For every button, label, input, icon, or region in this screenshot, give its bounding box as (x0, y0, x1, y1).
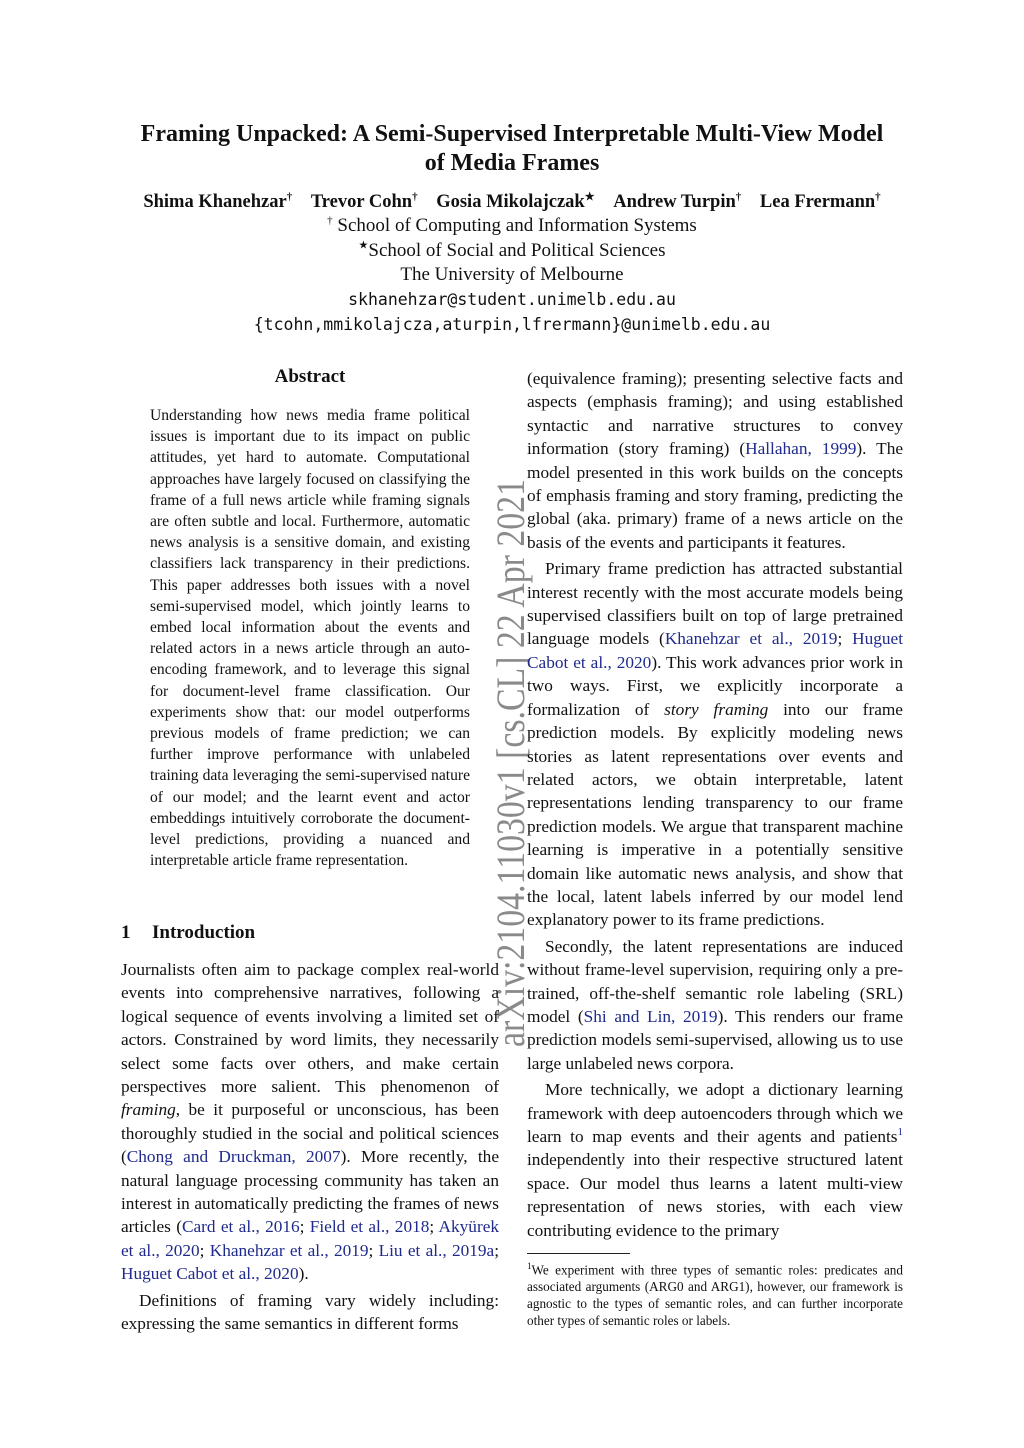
citation-link[interactable]: Khanehzar et al., 2019 (664, 629, 838, 649)
right-paragraph-4: More technically, we adopt a dictionary learning framework with deep autoencoders through which we learn to map events and their agents and patients$^1$ independently into their respective structured latent space. Our model thus learns a latent multi-view representation of news stories, with each view contributing evidence to the primary (527, 1080, 903, 1240)
email-line-2: {tcohn,mmikolajcza,aturpin,lfrermann}@unimelb.edu.au (253, 315, 771, 334)
citation-link[interactable]: Huguet Cabot et al., 2020 (527, 629, 903, 672)
intro-paragraph-2: Definitions of framing vary widely including: expressing the same semantics in different forms (121, 1290, 499, 1334)
title-line-1: Framing Unpacked: A Semi-Supervised Interpretable Multi-View Model (140, 121, 884, 147)
right-paragraph-3: Secondly, the latent representations are induced without frame-level supervision, requiring only a pre-trained, off-the-shelf semantic role labeling (SRL) model (Shi and Lin, 2019). This renders our frame prediction models semi-supervised, allowing us to use large unlabeled news corpora. (527, 936, 903, 1073)
author-list (90, 190, 934, 214)
right-paragraph-1: (equivalence framing); presenting selective facts and aspects (emphasis framing); and using established syntactic and narrative structures to convey information (story framing) (Hallahan, 1999). The model presented in this work builds on the concepts of emphasis framing and story framing, predicting the global (aka. primary) frame of a news article on the basis of the events and participants it features. (527, 369, 904, 552)
citation-link[interactable]: Shi and Lin, 2019 (583, 1006, 718, 1026)
footnote-rule (527, 1253, 630, 1254)
citation-link[interactable]: Card et al., 2016 (181, 1217, 300, 1237)
citation-link[interactable]: Field et al., 2018 (309, 1217, 430, 1237)
citation-link[interactable]: Hallahan, 1999 (745, 439, 857, 459)
affiliation-line-3: The University of Melbourne (400, 264, 624, 285)
abstract-heading: Abstract (274, 366, 346, 387)
right-paragraph-2: Primary frame prediction has attracted substantial interest recently with the most accurate models being supervised classifiers built on top of large pretrained language models (Khanehzar et al., 2019; Huguet Cabot et al., 2020). This work advances prior work in two ways. First, we explicitly incorporate a formalization of story framing into our frame prediction models. By explicitly modeling news stories as latent representations over events and related actors, we obtain interpretable, latent representations lending transparency to our frame prediction models. We argue that transparent machine learning is imperative in a potentially sensitive domain like automatic news analysis, and show that the local, latent labels inferred by our model lend explanatory power to its frame predictions. (527, 559, 903, 930)
citation-link[interactable]: Chong and Druckman, 2007 (126, 1147, 341, 1167)
left-column-body (121, 958, 499, 1339)
author: Trevor Cohn† (310, 190, 418, 212)
author: Andrew Turpin† (613, 190, 742, 212)
citation-link[interactable]: Khanehzar et al., 2019 (209, 1240, 369, 1260)
section-heading-introduction (121, 922, 255, 944)
email-line-1: skhanehzar@student.unimelb.edu.au (348, 290, 676, 309)
citation-link[interactable]: Huguet Cabot et al., 2020 (121, 1264, 299, 1284)
intro-paragraph-1: Journalists often aim to package complex real-world events into comprehensive narratives, following a logical sequence of events involving a limited set of actors. Constrained by word limits, they necessarily select some facts over others, and make certain perspectives more salient. This phenomenon of framing, be it purposeful or unconscious, has been thoroughly studied in the social and political sciences (Chong and Druckman, 2007). More recently, the natural language processing community has taken an interest in automatically predicting the frames of news articles (Card et al., 2016; Field et al., 2018; Akyürek et al., 2020; Khanehzar et al., 2019; Liu et al., 2019a; Huguet Cabot et al., 2020). (121, 960, 500, 1284)
abstract-text: Understanding how news media frame political issues is important due to its impact on public attitudes, yet hard to automate. Computational approaches have largely focused on classifying the frame of a full news article while framing signals are often subtle and local. Furthermore, automatic news analysis is a sensitive domain, and existing classifiers lack transparency in their predictions. This paper addresses both issues with a novel semi-supervised model, which jointly learns to embed local information about the events and related actors in a news article through an auto-encoding framework, and to leverage this signal for document-level frame classification. Our experiments show that: our model outperforms previous models of frame prediction; we can further improve performance with unlabeled training data leveraging the semi-supervised nature of our model; and the learnt event and actor embeddings intuitively corroborate the document-level predictions, providing a nuanced and interpretable article frame representation. (150, 407, 470, 870)
section-title: Introduction (152, 922, 256, 943)
footnote-number: 1 (527, 1261, 532, 1271)
affiliation-line-2: ★School of Social and Political Sciences (358, 239, 666, 261)
affiliation-line-1: † School of Computing and Information Systems (327, 214, 697, 236)
title-line-2: of Media Frames (424, 150, 600, 176)
citation-link[interactable]: Liu et al., 2019a (378, 1240, 495, 1260)
footnote-text: We experiment with three types of semantic roles: predicates and associated arguments (ARG0 and ARG1), however, our framework is agnostic to the types of semantic roles, and can further incorporate other types of semantic roles or labels. (527, 1262, 903, 1329)
section-number: 1 (121, 922, 131, 943)
arxiv-identifier-text: arXiv:2104.11030v1 [cs.CL] 22 Apr 2021 (488, 375, 534, 1047)
author: Lea Frermann† (759, 190, 881, 212)
paper-title (110, 120, 914, 178)
author: Shima Khanehzar† (143, 190, 293, 212)
footnote-marker[interactable]: 1 (897, 1126, 903, 1139)
citation-link[interactable]: Akyürek et al., 2020 (121, 1217, 500, 1260)
right-column-body (527, 367, 903, 1245)
author: Gosia Mikolajczak★ (436, 190, 595, 212)
footnote (527, 1258, 903, 1329)
